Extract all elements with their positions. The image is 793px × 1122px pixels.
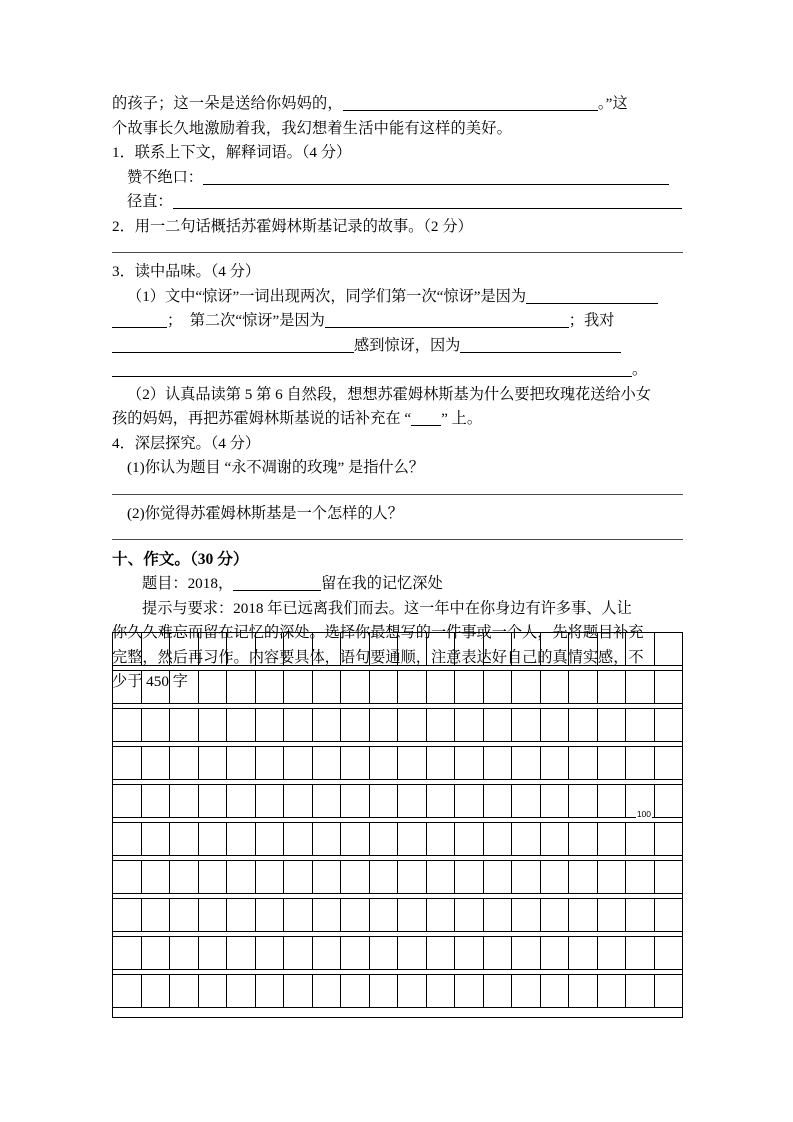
grid-cell[interactable] xyxy=(512,671,541,703)
grid-cell[interactable] xyxy=(655,937,684,969)
grid-cell[interactable] xyxy=(569,671,598,703)
question-3-sub-2-text-c: ” 上。 xyxy=(441,410,483,427)
grid-cell[interactable] xyxy=(370,785,399,817)
grid-cell[interactable] xyxy=(199,937,228,969)
grid-cell[interactable] xyxy=(142,823,171,855)
composition-prompt-line-3: 完整，然后再习作。内容要具体，语句要通顺，注意表达好自己的真情实感，不 xyxy=(112,648,644,666)
grid-cell[interactable] xyxy=(427,633,456,665)
grid-cell[interactable] xyxy=(512,785,541,817)
question-1-item-1-label: 赞不绝口： xyxy=(127,168,203,186)
grid-cell[interactable] xyxy=(313,747,342,779)
grid-cell[interactable] xyxy=(341,899,370,931)
grid-cell[interactable] xyxy=(313,709,342,741)
grid-cell[interactable] xyxy=(626,671,655,703)
grid-cell[interactable] xyxy=(199,823,228,855)
grid-cell[interactable] xyxy=(598,709,627,741)
answer-blank-q3-1d[interactable] xyxy=(112,337,354,353)
question-4-stem xyxy=(112,432,683,457)
grid-cell[interactable] xyxy=(512,899,541,931)
grid-cell[interactable] xyxy=(655,823,684,855)
grid-cell[interactable] xyxy=(512,823,541,855)
answer-blank-zanbujuekou[interactable] xyxy=(203,169,669,185)
grid-cell[interactable] xyxy=(341,633,370,665)
grid-cell[interactable] xyxy=(170,823,199,855)
grid-cell[interactable] xyxy=(598,747,627,779)
grid-cell[interactable] xyxy=(398,747,427,779)
grid-cell[interactable] xyxy=(427,785,456,817)
grid-cell[interactable] xyxy=(256,975,285,1007)
grid-cell[interactable] xyxy=(113,747,142,779)
composition-heading: 十、作文。（30 分） xyxy=(112,551,249,568)
question-3-sub-1-seg1: 文中“惊讶”一词出现两次，同学们第一次“惊讶”是因为 xyxy=(164,287,527,305)
question-3-sub-2-line-2 xyxy=(112,407,683,432)
grid-cell[interactable] xyxy=(256,671,285,703)
grid-cell[interactable] xyxy=(341,671,370,703)
grid-cell[interactable] xyxy=(370,709,399,741)
composition-prompt-line-1 xyxy=(112,597,683,622)
grid-cell[interactable] xyxy=(541,861,570,893)
grid-bottom-edge xyxy=(112,1008,683,1018)
grid-cell[interactable] xyxy=(227,633,256,665)
grid-cell[interactable] xyxy=(113,861,142,893)
grid-row[interactable] xyxy=(112,708,683,742)
grid-cell[interactable] xyxy=(541,975,570,1007)
grid-cell[interactable] xyxy=(199,861,228,893)
grid-cell[interactable] xyxy=(598,937,627,969)
grid-cell[interactable] xyxy=(170,671,199,703)
grid-cell[interactable] xyxy=(484,747,513,779)
spacer xyxy=(112,239,683,252)
grid-cell[interactable] xyxy=(598,975,627,1007)
grid-cell[interactable] xyxy=(370,899,399,931)
grid-cell[interactable] xyxy=(370,747,399,779)
grid-cell[interactable] xyxy=(427,671,456,703)
question-3-number: 3． xyxy=(112,263,135,280)
grid-cell[interactable] xyxy=(541,747,570,779)
grid-cell[interactable] xyxy=(370,633,399,665)
document-body xyxy=(112,92,683,695)
question-3-sub-1-line-4 xyxy=(112,358,683,383)
grid-row[interactable] xyxy=(112,898,683,932)
grid-cell[interactable] xyxy=(142,975,171,1007)
question-4-sub-2-text: 你觉得苏霍姆林斯基是一个怎样的人？ xyxy=(144,504,403,522)
answer-blank-q3-2[interactable] xyxy=(411,410,441,426)
grid-cell[interactable] xyxy=(142,709,171,741)
grid-cell[interactable] xyxy=(284,709,313,741)
grid-cell[interactable] xyxy=(113,823,142,855)
grid-cell[interactable] xyxy=(341,937,370,969)
grid-cell[interactable] xyxy=(227,975,256,1007)
grid-cell[interactable] xyxy=(569,633,598,665)
question-1-stem xyxy=(112,141,683,166)
grid-cell[interactable] xyxy=(256,823,285,855)
grid-cell[interactable] xyxy=(313,785,342,817)
grid-cell[interactable] xyxy=(626,937,655,969)
grid-cell[interactable] xyxy=(626,899,655,931)
composition-grid[interactable] xyxy=(112,632,683,1018)
grid-cell[interactable] xyxy=(398,633,427,665)
answer-blank-q3-1e[interactable] xyxy=(460,337,621,353)
grid-row[interactable] xyxy=(112,936,683,970)
grid-cell[interactable] xyxy=(398,899,427,931)
answer-blank-q3-1c[interactable] xyxy=(325,312,569,328)
grid-cell[interactable] xyxy=(284,937,313,969)
grid-cell[interactable] xyxy=(655,785,684,817)
grid-cell[interactable] xyxy=(256,709,285,741)
grid-cell[interactable] xyxy=(655,975,684,1007)
grid-cell[interactable] xyxy=(142,747,171,779)
grid-cell[interactable] xyxy=(398,975,427,1007)
grid-cell[interactable] xyxy=(170,785,199,817)
blank-fill-passage[interactable] xyxy=(343,95,598,111)
grid-cell[interactable] xyxy=(455,747,484,779)
grid-cell[interactable] xyxy=(284,899,313,931)
grid-cell[interactable] xyxy=(455,709,484,741)
grid-cell[interactable] xyxy=(142,899,171,931)
grid-cell[interactable] xyxy=(313,861,342,893)
grid-cell[interactable] xyxy=(484,633,513,665)
question-3-sub-1-line-2 xyxy=(112,309,683,334)
grid-cell[interactable] xyxy=(484,861,513,893)
spacer xyxy=(112,526,683,539)
spacer xyxy=(112,495,683,502)
question-3-sub-2-line-1 xyxy=(112,383,683,408)
grid-cell[interactable] xyxy=(398,937,427,969)
question-3-sub-1-line-3 xyxy=(112,334,683,359)
grid-cell[interactable] xyxy=(113,937,142,969)
composition-title-label: 题目：2018， xyxy=(142,575,234,592)
question-4-sub-1 xyxy=(112,456,683,481)
grid-cell[interactable] xyxy=(341,861,370,893)
grid-cell[interactable] xyxy=(455,671,484,703)
grid-cell[interactable] xyxy=(427,823,456,855)
grid-cell[interactable] xyxy=(655,633,684,665)
grid-cell[interactable] xyxy=(569,785,598,817)
composition-title-line xyxy=(112,572,683,597)
grid-cell[interactable] xyxy=(398,861,427,893)
grid-cell[interactable] xyxy=(484,899,513,931)
grid-cell[interactable] xyxy=(256,785,285,817)
question-4-sub-1-text: 你认为题目 “永不凋谢的玫瑰” 是指什么？ xyxy=(144,459,424,476)
grid-row[interactable] xyxy=(112,784,683,818)
grid-cell[interactable] xyxy=(284,785,313,817)
grid-cell[interactable] xyxy=(142,785,171,817)
grid-cell[interactable] xyxy=(626,709,655,741)
question-3-sub-1-seg2: ； 第二次“惊讶”是因为 xyxy=(167,312,325,329)
grid-cell[interactable] xyxy=(455,861,484,893)
grid-cell[interactable] xyxy=(227,899,256,931)
composition-prompt-label: 提示与要求： xyxy=(142,599,234,617)
grid-cell[interactable] xyxy=(370,861,399,893)
grid-cell[interactable] xyxy=(256,633,285,665)
grid-cell[interactable] xyxy=(569,937,598,969)
grid-cell[interactable] xyxy=(199,633,228,665)
composition-prompt-line-4: 少于 450 字 xyxy=(112,673,188,690)
grid-cell[interactable] xyxy=(199,747,228,779)
grid-cell[interactable] xyxy=(598,899,627,931)
grid-cell[interactable] xyxy=(284,861,313,893)
grid-cell[interactable] xyxy=(512,937,541,969)
grid-cell[interactable] xyxy=(341,785,370,817)
grid-cell[interactable] xyxy=(484,709,513,741)
grid-cell[interactable] xyxy=(427,975,456,1007)
grid-cell[interactable] xyxy=(598,861,627,893)
grid-cell[interactable] xyxy=(370,823,399,855)
grid-cell[interactable] xyxy=(655,899,684,931)
spacer xyxy=(112,253,683,260)
grid-cell[interactable] xyxy=(170,747,199,779)
grid-cell[interactable] xyxy=(370,937,399,969)
grid-cell[interactable] xyxy=(455,823,484,855)
composition-prompt-line-2: 你久久难忘而留在记忆的深处。选择你最想写的一件事或一个人，先将题目补充 xyxy=(112,624,644,641)
grid-cell[interactable] xyxy=(284,671,313,703)
grid-cell[interactable] xyxy=(142,937,171,969)
answer-blank-q3-1b[interactable] xyxy=(112,312,167,328)
grid-cell[interactable] xyxy=(569,899,598,931)
grid-cell[interactable] xyxy=(113,709,142,741)
grid-cell[interactable] xyxy=(541,709,570,741)
question-1-number: 1． xyxy=(112,144,135,161)
grid-cell[interactable] xyxy=(626,861,655,893)
question-3-sub-1-label: （1） xyxy=(127,287,165,305)
question-3-sub-1-seg5: 。 xyxy=(632,361,648,378)
spacer xyxy=(112,540,683,547)
question-2-text: 用一二句话概括苏霍姆林斯基记录的故事。（2 分） xyxy=(134,217,473,235)
grid-cell[interactable] xyxy=(370,671,399,703)
question-1-item-1 xyxy=(112,166,683,191)
grid-cell[interactable] xyxy=(341,823,370,855)
grid-cell[interactable] xyxy=(598,671,627,703)
grid-cell[interactable] xyxy=(284,823,313,855)
question-3-text: 读中品味。（4 分） xyxy=(134,263,261,280)
grid-cell[interactable] xyxy=(484,671,513,703)
spacer xyxy=(112,481,683,494)
grid-cell[interactable] xyxy=(370,975,399,1007)
question-4-text: 深层探究。（4 分） xyxy=(134,434,261,452)
grid-cell[interactable] xyxy=(484,823,513,855)
grid-cell[interactable] xyxy=(199,785,228,817)
question-3-sub-2-label: （2） xyxy=(127,385,165,403)
question-1-item-2 xyxy=(112,190,683,215)
grid-cell[interactable] xyxy=(455,937,484,969)
grid-cell[interactable] xyxy=(512,747,541,779)
grid-cell[interactable] xyxy=(455,785,484,817)
grid-cell[interactable] xyxy=(655,671,684,703)
passage-tail-line1 xyxy=(112,92,683,117)
grid-cell[interactable] xyxy=(484,785,513,817)
grid-cell[interactable] xyxy=(142,671,171,703)
grid-cell[interactable] xyxy=(313,975,342,1007)
composition-prompt-text-1: 2018 年已远离我们而去。这一年中在你身边有许多事、人让 xyxy=(233,599,632,617)
question-1-item-2-label: 径直： xyxy=(127,193,173,210)
grid-cell[interactable] xyxy=(626,633,655,665)
grid-cell[interactable] xyxy=(199,899,228,931)
grid-cell[interactable] xyxy=(313,899,342,931)
question-3-sub-2-text-a: 认真品读第 5 第 6 自然段，想想苏霍姆林斯基为什么要把玫瑰花送给小女 xyxy=(164,385,651,403)
grid-cell[interactable] xyxy=(227,937,256,969)
grid-cell[interactable] xyxy=(398,671,427,703)
grid-cell[interactable] xyxy=(113,899,142,931)
grid-row[interactable] xyxy=(112,974,683,1008)
grid-cell[interactable] xyxy=(227,747,256,779)
question-2-stem xyxy=(112,215,683,240)
question-2-number: 2． xyxy=(112,217,135,235)
question-3-sub-1-seg4: 感到惊讶，因为 xyxy=(354,336,461,354)
grid-cell[interactable] xyxy=(227,861,256,893)
grid-cell[interactable] xyxy=(541,671,570,703)
composition-title-blank[interactable] xyxy=(233,575,321,591)
grid-cell[interactable] xyxy=(341,709,370,741)
grid-cell[interactable] xyxy=(113,671,142,703)
grid-cell[interactable] xyxy=(455,899,484,931)
grid-cell[interactable] xyxy=(199,671,228,703)
grid-cell[interactable] xyxy=(341,747,370,779)
question-4-sub-1-label: (1) xyxy=(127,459,145,476)
passage-tail-line2: 个故事长久地激励着我，我幻想着生活中能有这样的美好。 xyxy=(112,119,513,137)
grid-cell[interactable] xyxy=(256,937,285,969)
grid-cell[interactable] xyxy=(341,975,370,1007)
grid-cell[interactable] xyxy=(199,709,228,741)
grid-cell[interactable] xyxy=(512,861,541,893)
composition-title-suffix: 留在我的记忆深处 xyxy=(321,575,443,592)
grid-cell[interactable] xyxy=(484,937,513,969)
grid-cell[interactable] xyxy=(598,633,627,665)
grid-row[interactable] xyxy=(112,670,683,704)
grid-cell[interactable] xyxy=(170,633,199,665)
grid-cell[interactable] xyxy=(655,861,684,893)
grid-cell[interactable] xyxy=(655,709,684,741)
grid-cell[interactable] xyxy=(227,709,256,741)
grid-cell[interactable] xyxy=(113,633,142,665)
grid-cell[interactable] xyxy=(256,899,285,931)
grid-cell[interactable] xyxy=(512,633,541,665)
grid-cell[interactable] xyxy=(142,861,171,893)
grid-cell[interactable] xyxy=(626,975,655,1007)
grid-cell[interactable] xyxy=(113,785,142,817)
grid-cell[interactable] xyxy=(569,861,598,893)
answer-blank-q3-1f[interactable] xyxy=(112,361,632,377)
question-4-sub-2 xyxy=(112,502,683,527)
grid-cell[interactable] xyxy=(541,823,570,855)
grid-cell[interactable] xyxy=(256,861,285,893)
grid-cell[interactable] xyxy=(598,785,627,817)
grid-cell[interactable] xyxy=(313,671,342,703)
grid-cell[interactable] xyxy=(199,975,228,1007)
grid-cell[interactable] xyxy=(284,747,313,779)
answer-blank-jingzhi[interactable] xyxy=(173,193,682,209)
grid-cell[interactable] xyxy=(455,633,484,665)
grid-cell[interactable] xyxy=(569,975,598,1007)
question-4-number: 4． xyxy=(112,434,135,452)
question-3-sub-2-text-b: 孩的妈妈，再把苏霍姆林斯基说的话补充在 “ xyxy=(112,410,412,427)
grid-cell[interactable] xyxy=(170,975,199,1007)
grid-row[interactable] xyxy=(112,860,683,894)
question-3-sub-1-line-1 xyxy=(112,285,683,310)
grid-cell[interactable] xyxy=(284,975,313,1007)
grid-row[interactable] xyxy=(112,632,683,666)
question-3-stem xyxy=(112,260,683,285)
grid-count-marker: 100 xyxy=(636,809,651,819)
grid-cell[interactable] xyxy=(569,823,598,855)
grid-cell[interactable] xyxy=(626,747,655,779)
grid-cell[interactable] xyxy=(256,747,285,779)
grid-cell[interactable] xyxy=(569,709,598,741)
grid-cell[interactable] xyxy=(541,785,570,817)
grid-cell[interactable] xyxy=(427,709,456,741)
passage-tail-text-a: 的孩子；这一朵是送给你妈妈的， xyxy=(112,95,343,112)
grid-cell[interactable] xyxy=(598,823,627,855)
grid-cell[interactable] xyxy=(512,975,541,1007)
question-3-sub-1-seg3: ；我对 xyxy=(568,312,615,329)
grid-cell[interactable] xyxy=(541,937,570,969)
grid-cell[interactable] xyxy=(113,975,142,1007)
grid-cell[interactable] xyxy=(313,823,342,855)
grid-cell[interactable] xyxy=(626,823,655,855)
grid-cell[interactable] xyxy=(170,861,199,893)
grid-cell[interactable] xyxy=(170,709,199,741)
grid-cell[interactable] xyxy=(655,747,684,779)
grid-cell[interactable] xyxy=(427,937,456,969)
grid-cell[interactable] xyxy=(227,785,256,817)
grid-cell[interactable] xyxy=(313,937,342,969)
grid-cell[interactable] xyxy=(569,747,598,779)
grid-cell[interactable] xyxy=(427,861,456,893)
grid-cell[interactable] xyxy=(541,899,570,931)
grid-cell[interactable] xyxy=(170,937,199,969)
grid-cell[interactable] xyxy=(142,633,171,665)
question-1-text: 联系上下文，解释词语。（4 分） xyxy=(134,144,352,161)
grid-cell[interactable] xyxy=(541,633,570,665)
question-4-sub-2-label: (2) xyxy=(127,504,145,522)
grid-row[interactable] xyxy=(112,822,683,856)
grid-cell[interactable] xyxy=(398,785,427,817)
grid-cell[interactable] xyxy=(170,899,199,931)
grid-cell[interactable] xyxy=(398,709,427,741)
grid-cell[interactable] xyxy=(455,975,484,1007)
grid-cell[interactable] xyxy=(313,633,342,665)
grid-cell[interactable] xyxy=(427,747,456,779)
grid-cell[interactable] xyxy=(284,633,313,665)
passage-tail-text-b: 。”这 xyxy=(597,95,628,112)
grid-row[interactable] xyxy=(112,746,683,780)
answer-blank-q3-1a[interactable] xyxy=(526,288,658,304)
grid-cell[interactable] xyxy=(512,709,541,741)
grid-cell[interactable] xyxy=(484,975,513,1007)
grid-cell[interactable] xyxy=(227,823,256,855)
grid-cell[interactable] xyxy=(398,823,427,855)
grid-cell[interactable] xyxy=(227,671,256,703)
grid-cell[interactable] xyxy=(427,899,456,931)
